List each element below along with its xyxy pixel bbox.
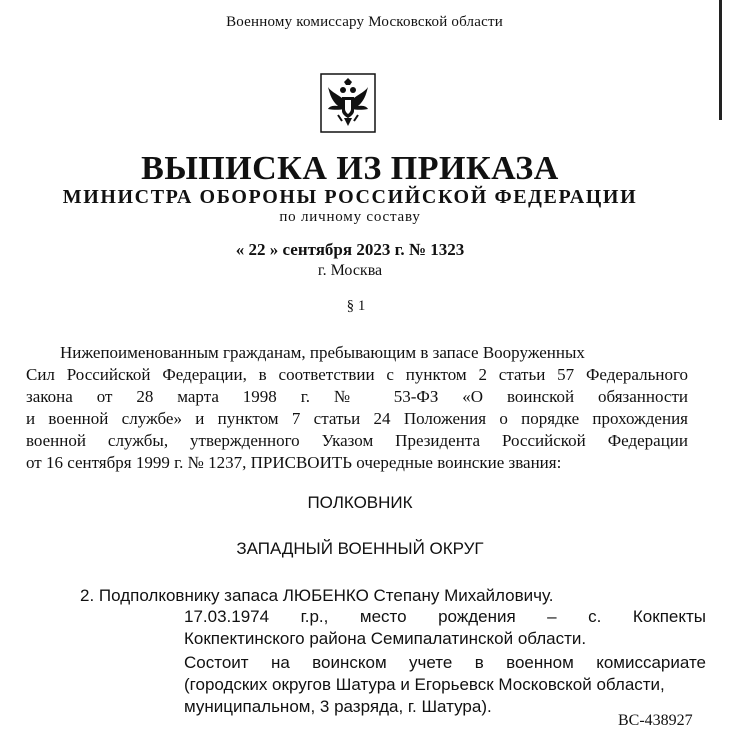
item-detail-line-2: Кокпектинского района Семипалатинской области. — [184, 629, 587, 648]
rank-heading: ПОЛКОВНИК — [307, 493, 413, 512]
document-subtitle-personnel: по личному составу — [279, 209, 421, 225]
order-date-number: « 22 » сентября 2023 г. № 1323 — [235, 240, 465, 259]
body-line-1: Нижепоименованным гражданам, пребывающим в запасе Вооруженных — [60, 343, 585, 362]
addressee-line: Военному комиссару Московской области — [226, 14, 503, 30]
district-heading: ЗАПАДНЫЙ ВОЕННЫЙ ОКРУГ — [236, 539, 484, 558]
item-detail-line-3: Состоит на воинском учете в военном комиссариате — [184, 653, 706, 672]
item-detail-line-4: (городских округов Шатура и Егорьевск Московской области, — [184, 675, 665, 694]
order-city: г. Москва — [317, 262, 383, 279]
item-detail-line-1: 17.03.1974 г.р., место рождения – с. Кокпекты — [184, 607, 706, 626]
item-detail-line-5: муниципальном, 3 разряда, г. Шатура). — [184, 697, 492, 716]
document-subtitle: МИНИСТРА ОБОРОНЫ РОССИЙСКОЙ ФЕДЕРАЦИИ — [62, 186, 638, 208]
russian-coat-of-arms-icon — [320, 73, 376, 133]
body-line-6: от 16 сентября 1999 г. № 1237, ПРИСВОИТЬ очередные воинские звания: — [26, 453, 562, 472]
body-line-2: Сил Российской Федерации, в соответствии с пунктом 2 статьи 57 Федерального — [26, 365, 688, 384]
body-line-5: военной службы, утвержденного Указом Президента Российской Федерации — [26, 431, 688, 450]
item-person-line: 2. Подполковнику запаса ЛЮБЕНКО Степану Михайловичу. — [80, 586, 554, 605]
body-line-4: и военной службе» и пунктом 7 статьи 24 Положения о порядке прохождения — [26, 409, 688, 428]
serial-number: ВС-438927 — [618, 712, 693, 729]
body-line-3: закона от 28 марта 1998 г. № 53-ФЗ «О воинской обязанности — [26, 387, 688, 406]
document-title: ВЫПИСКА ИЗ ПРИКАЗА — [141, 150, 559, 187]
section-mark: § 1 — [346, 298, 366, 314]
